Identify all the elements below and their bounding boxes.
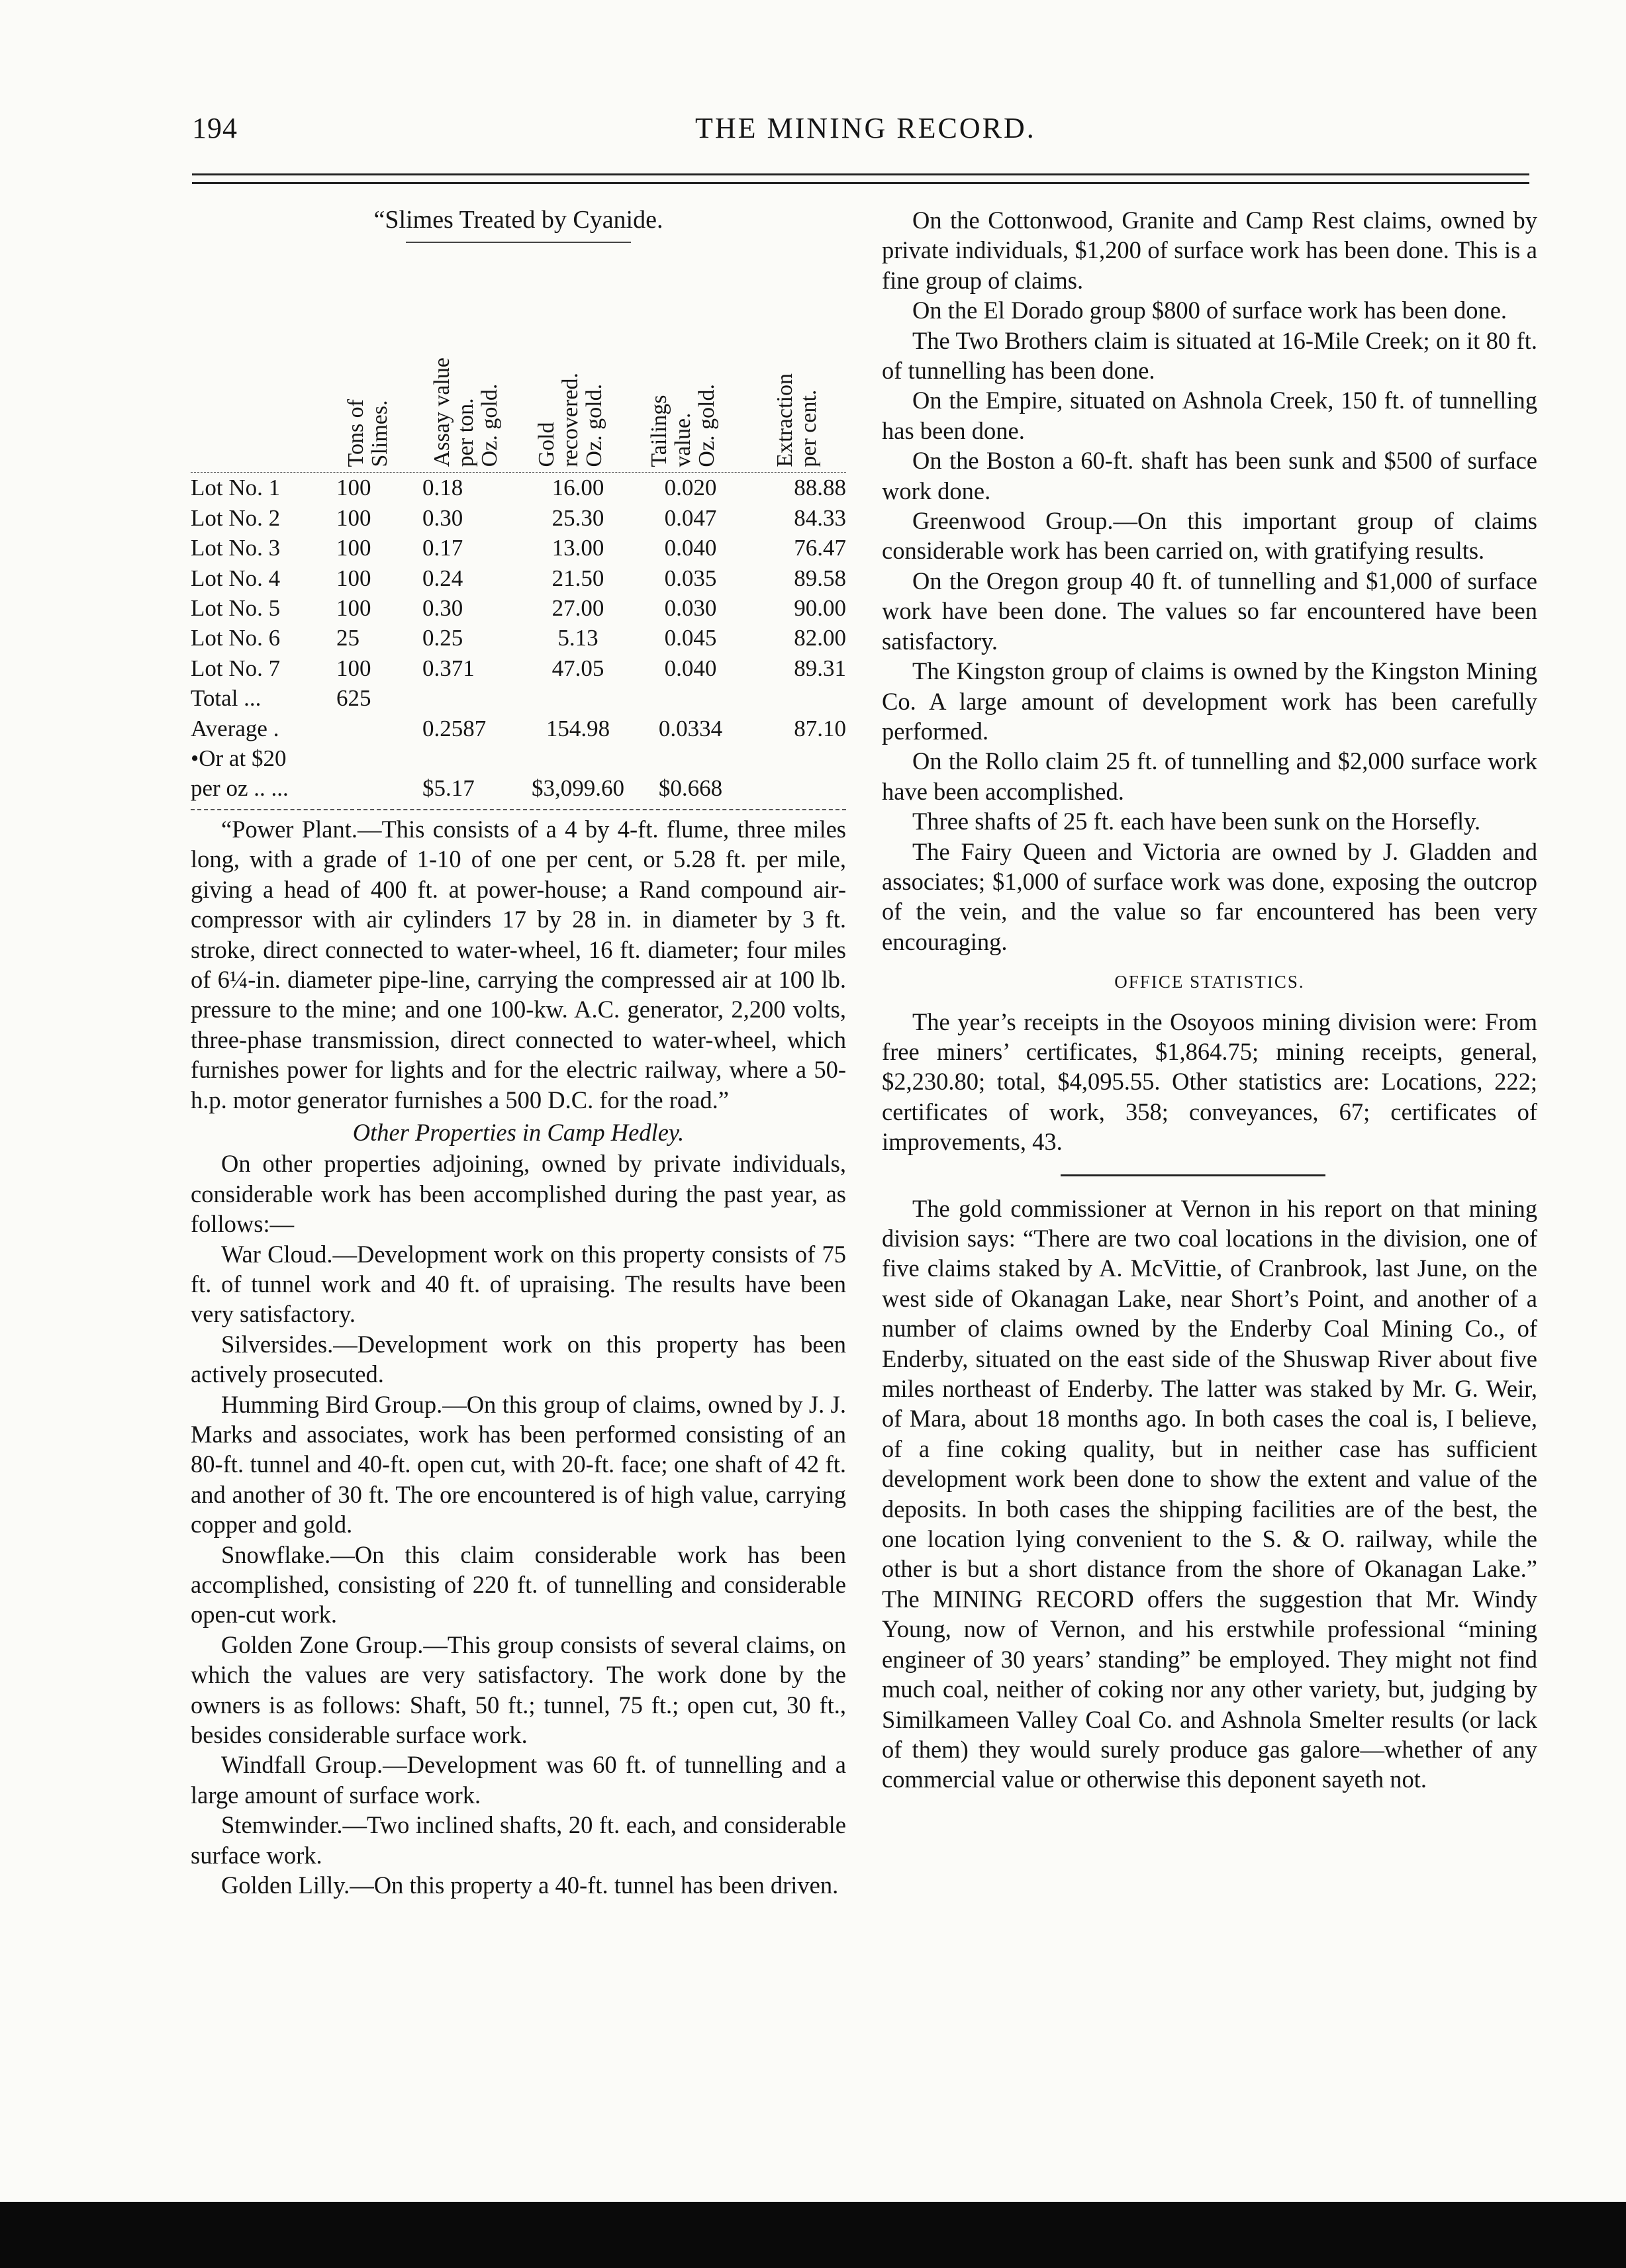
paragraph-boston: On the Boston a 60-ft. shaft has been sunk and $500 of surface work done. xyxy=(882,447,1537,504)
paragraph-snowflake: Snowflake.—On this claim considerable work has been accomplished, consisting of 220 ft. of tunnelling and considerable open-cut work. xyxy=(191,1540,846,1629)
cell-tons: 100 xyxy=(336,655,371,681)
table-row-average xyxy=(191,714,846,743)
table-row-total xyxy=(191,683,846,713)
scan-bottom-band xyxy=(0,2202,1626,2268)
section-rule xyxy=(1061,1174,1325,1176)
cell-lot: Average . xyxy=(191,715,279,741)
table-row xyxy=(191,533,846,563)
cell-assay: 0.2587 xyxy=(422,715,487,741)
cell-extraction: 82.00 xyxy=(794,625,846,651)
cell-gold: 21.50 xyxy=(551,565,604,591)
page-header xyxy=(192,111,1490,164)
left-column xyxy=(191,205,846,1901)
cell-tons: 100 xyxy=(336,595,371,622)
cell-tons: 25 xyxy=(336,625,359,651)
cell-lot: Lot No. 4 xyxy=(191,565,281,591)
paragraph-vernon: The gold commissioner at Vernon in his report on that mining division says: “There are two coal locations in the division, one of five claims staked by A. McVittie, of Cranbrook, last June, on the west side of Okanagan Lake, near Short’s Point, and another of a number of claims owned by the Enderby Coal Mining Co., of Enderby, situated on the east side of the Shuswap River about five miles northeast of Enderby. The latter was staked by Mr. G. Weir, of Mara, about 18 months ago. In both cases the coal is, I believe, of a fine coking quality, but in neither case has sufficient development work been done to show the extent and value of the deposits. In both cases the shipping facilities are of the best, the one location lying convenient to the S. & O. railway, while the other is but a short distance from the shore of Okanagan Lake.” The MINING RECORD offers the suggestion that Mr. Windy Young, now of Vernon, and his erstwhile professional “mining engineer of 30 years’ standing” be employed. They might not find much coal, neither of coking nor any other variety, but, judging by Similkameen Valley Coal Co. and Ashnola Smelter results (or lack of them) they would surely produce gas galore—whether of any commercial value or otherwise this deponent sayeth not. xyxy=(882,1194,1537,1793)
cell-tailings: 0.047 xyxy=(664,504,717,531)
paragraph-humming-bird: Humming Bird Group.—On this group of claims, owned by J. J. Marks and associates, work has been performed consisting of an 80-ft. tunnel and 40-ft. open cut, with 20-ft. face; one shaft of 42 ft. and another of 30 ft. The ore encountered is of high value, carrying copper and gold. xyxy=(191,1390,846,1538)
cell-tons: 100 xyxy=(336,504,371,531)
cell-lot: Lot No. 2 xyxy=(191,504,281,531)
paragraph-greenwood: Greenwood Group.—On this important group of claims considerable work has been carried on, with gratifying results. xyxy=(882,507,1537,565)
column-header-assay: Assay value per ton. Oz. gold. xyxy=(430,357,502,467)
paragraph-war-cloud: War Cloud.—Development work on this property consists of 75 ft. of tunnel work and 40 ft. of upraising. The results have been very satisfactory. xyxy=(191,1240,846,1328)
cell-tailings: 0.040 xyxy=(664,535,717,561)
cell-lot: Lot No. 1 xyxy=(191,475,281,501)
cell-lot: Total ... xyxy=(191,685,262,712)
table-header xyxy=(191,250,846,473)
cell-assay xyxy=(422,683,522,713)
paragraph-horsefly: Three shafts of 25 ft. each have been sunk on the Horsefly. xyxy=(912,808,1481,835)
column-header-extraction: Extraction per cent. xyxy=(773,373,821,467)
table-title-rule xyxy=(406,242,631,243)
column-header-tailings: Tailings value. Oz. gold. xyxy=(647,383,719,467)
paragraph-golden-zone: Golden Zone Group.—This group consists of several claims, on which the values are very satisfactory. The work done by the owners is as follows: Shaft, 50 ft.; tunnel, 75 ft.; open cut, 30 ft., besides considerable surface work. xyxy=(191,1630,846,1749)
paragraph-fairy-queen: The Fairy Queen and Victoria are owned by J. Gladden and associates; $1,000 of surface work was done, exposing the outcrop of the vein, and the value so far encountered has been very encouraging. xyxy=(882,837,1537,955)
paragraph-office-statistics: The year’s receipts in the Osoyoos mining division were: From free miners’ certificates, $1,864.75; mining receipts, general, $2,230.80; total, $4,095.55. Other statistics are: Locations, 222; certificates of work, 358; conveyances, 67; certificates of improvements, 43. xyxy=(882,1008,1537,1156)
slimes-table xyxy=(191,473,846,803)
cell-gold: 16.00 xyxy=(551,475,604,501)
paragraph-cottonwood: On the Cottonwood, Granite and Camp Rest claims, owned by private individuals, $1,200 of surface work has been done. This is a fine group of claims. xyxy=(882,207,1537,294)
cell-tons xyxy=(336,714,422,743)
paragraph-rollo: On the Rollo claim 25 ft. of tunnelling and $2,000 surface work have been accomplished. xyxy=(882,747,1537,805)
paragraph-kingston: The Kingston group of claims is owned by the Kingston Mining Co. A large amount of development work has been carefully performed. xyxy=(882,657,1537,745)
cell-tailings: 0.030 xyxy=(664,595,717,622)
cell-tons: 100 xyxy=(336,475,371,501)
table-bottom-rule xyxy=(191,809,846,810)
paragraph-golden-lilly: Golden Lilly.—On this property a 40-ft. tunnel has been driven. xyxy=(221,1871,839,1899)
paragraph-windfall: Windfall Group.—Development was 60 ft. of tunnelling and a large amount of surface work. xyxy=(191,1751,846,1809)
table-row-or-at xyxy=(191,743,846,773)
cell-lot: Lot No. 6 xyxy=(191,625,281,651)
cell-lot: Lot No. 7 xyxy=(191,655,281,681)
paragraph-power-plant: “Power Plant.—This consists of a 4 by 4-ft. flume, three miles long, with a grade of 1-10 of one per cent, or 5.28 ft. per mile, giving a head of 400 ft. at power-house; a Rand compound air-compressor with air cylinders 17 by 28 in. in diameter by 3 ft. stroke, direct connected to water-wheel, 16 ft. diameter; four miles of 6¼-in. diameter pipe-line, carrying the compressed air at 100 lb. pressure to the mine; and one 100-kw. A.C. generator, 2,200 volts, three-phase transmission, direct connected to water-wheel, which furnishes power for lights and for the electric railway, where a 50-h.p. motor generator furnishes a 500 D.C. for the road.” xyxy=(191,815,846,1113)
cell-assay: 0.371 xyxy=(422,655,475,681)
cell-extraction: 84.33 xyxy=(794,504,846,531)
table-row xyxy=(191,623,846,653)
paragraph-intro: On other properties adjoining, owned by private individuals, considerable work has been accomplished during the past year, as follows:— xyxy=(191,1150,846,1238)
cell-gold: 154.98 xyxy=(546,715,610,741)
cell-extraction xyxy=(747,773,846,803)
column-header-gold: Gold recovered. Oz. gold. xyxy=(534,372,606,467)
cell-gold: 5.13 xyxy=(557,625,598,651)
cell-tons xyxy=(336,773,422,803)
paragraph-el-dorado: On the El Dorado group $800 of surface work has been done. xyxy=(912,297,1507,324)
paragraph-empire: On the Empire, situated on Ashnola Creek, 150 ft. of tunnelling has been done. xyxy=(882,387,1537,444)
table-row xyxy=(191,563,846,593)
cell-assay: 0.17 xyxy=(422,535,463,561)
table-row xyxy=(191,653,846,683)
cell-extraction: 89.31 xyxy=(794,655,846,681)
cell-or-at: •Or at $20 xyxy=(191,745,287,772)
column-header-tons: Tons of Slimes. xyxy=(344,399,392,467)
subheading-other-properties: Other Properties in Camp Hedley. xyxy=(352,1118,685,1146)
paragraph-stemwinder: Stemwinder.—Two inclined shafts, 20 ft. each, and considerable surface work. xyxy=(191,1811,846,1869)
cell-extraction: 87.10 xyxy=(794,715,846,741)
cell-assay: 0.24 xyxy=(422,565,463,591)
table-title: “Slimes Treated by Cyanide. xyxy=(373,206,663,234)
cell-tons: 100 xyxy=(336,565,371,591)
cell-gold: 25.30 xyxy=(551,504,604,531)
cell-assay: 0.18 xyxy=(422,475,463,501)
cell-tailings: 0.020 xyxy=(664,475,717,501)
heading-office-statistics: OFFICE STATISTICS. xyxy=(1114,972,1305,992)
cell-gold xyxy=(522,683,634,713)
cell-extraction: 88.88 xyxy=(794,475,846,501)
cell-tailings: $0.668 xyxy=(658,775,723,802)
cell-extraction: 89.58 xyxy=(794,565,846,591)
cell-tailings: 0.0334 xyxy=(658,715,723,741)
cell-assay: 0.30 xyxy=(422,504,463,531)
cell-extraction xyxy=(747,683,846,713)
paragraph-silversides: Silversides.—Development work on this property has been actively prosecuted. xyxy=(191,1330,846,1388)
right-column xyxy=(882,205,1537,1795)
cell-assay: 0.30 xyxy=(422,595,463,622)
cell-assay: $5.17 xyxy=(422,775,475,802)
cell-tailings: 0.045 xyxy=(664,625,717,651)
cell-tons: 625 xyxy=(336,685,371,712)
cell-extraction: 76.47 xyxy=(794,535,846,561)
table-row-per-oz xyxy=(191,773,846,803)
cell-tailings: 0.040 xyxy=(664,655,717,681)
cell-extraction: 90.00 xyxy=(794,595,846,622)
cell-tailings xyxy=(634,683,747,713)
header-double-rule xyxy=(192,173,1529,184)
table-row xyxy=(191,503,846,533)
journal-title: THE MINING RECORD. xyxy=(695,112,1036,144)
cell-tons: 100 xyxy=(336,535,371,561)
cell-tailings: 0.035 xyxy=(664,565,717,591)
page-number: 194 xyxy=(192,112,238,144)
cell-assay: 0.25 xyxy=(422,625,463,651)
cell-gold: 47.05 xyxy=(551,655,604,681)
cell-lot: Lot No. 5 xyxy=(191,595,281,622)
cell-gold: 13.00 xyxy=(551,535,604,561)
cell-gold: $3,099.60 xyxy=(532,775,624,802)
cell-lot: per oz .. ... xyxy=(191,775,289,802)
table-row xyxy=(191,593,846,623)
cell-lot: Lot No. 3 xyxy=(191,535,281,561)
paragraph-two-brothers: The Two Brothers claim is situated at 16-Mile Creek; on it 80 ft. of tunnelling has been done. xyxy=(882,326,1537,385)
cell-gold: 27.00 xyxy=(551,595,604,622)
table-row xyxy=(191,473,846,502)
paragraph-oregon: On the Oregon group 40 ft. of tunnelling and $1,000 of surface work have been done. The values so far encountered have been satisfactory. xyxy=(882,567,1537,655)
